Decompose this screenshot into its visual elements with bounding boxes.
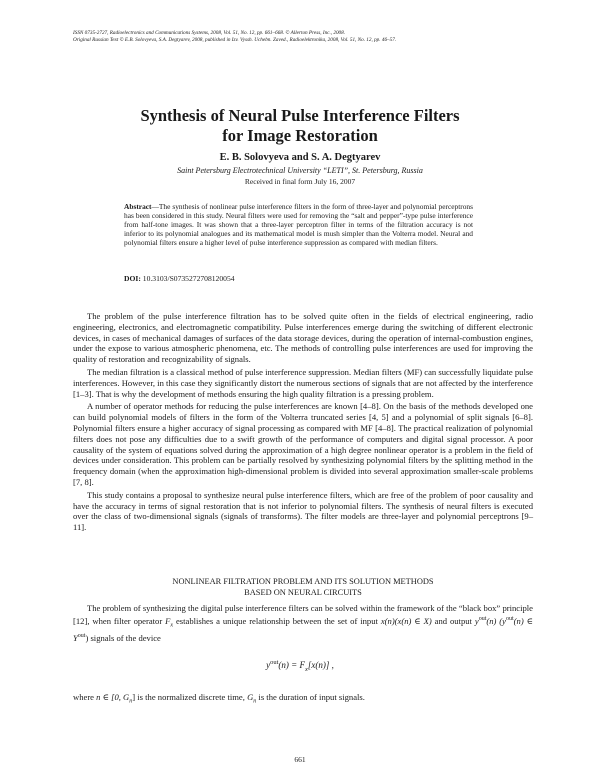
authors: E. B. Solovyeva and S. A. Degtyarev [219,152,381,163]
paragraph-2: The median filtration is a classical method of pulse interference suppression. Median filters (MF) can successfully liquidate pulse interferences. However, in this case they significantly distort the numerous sections of signals that are not affected by the interference [1–3]. That is why the development of methods ensuring the high quality filtration is a pressing problem. [73,366,533,399]
paper-title-line-2: for Image Restoration [222,126,378,145]
section-heading [73,577,533,598]
section-paragraph: The problem of synthesizing the digital pulse interference filters can be solved within the framework of the “black box” principle [12], when filter operator $F_x$ establishes a unique relationship between the set of input x(n)(x(n) ∈ X) and output $y^{out}(n)$ ($y^{out}(n)$ ∈ $Y^{out}$) signals of the device [73,603,533,644]
abstract [124,202,473,247]
paragraph-3: A number of operator methods for reducing the pulse interferences are known [4–8]. On the basis of the methods developed one can build polynomial models of filters in the form of the Volterra truncated series [4, 5] and a polynomial of split signals [6–8]. Polynomial filters ensure a higher accuracy of signal processing as compared with MF [4–8]. The practical realization of polynomial filters does not pose any difficulties due to a swift growth of the performance of computers and digital signal processor. A poor causality of the system of equations solved during the approximation of a high degree nonlinear operator is a problem in the field of devices under consideration. This problem can be partially resolved by synthesizing polynomial filters by the splitting method in the frequency domain (when the approximation high-dimensional problem is divided into several approximation smaller-scale problems [7, 8]. [73,401,533,487]
equation-1: $y^{out}(n) = F_x[x(n)]$ , [266,659,334,673]
section-body [73,603,533,646]
doi-label: DOI: [124,274,141,283]
abstract-label: Abstract [124,202,152,211]
abstract-text: —The synthesis of nonlinear pulse interference filters in the form of three-layer and polynomial perceptrons has been considered in this study. Neural filters were used for removing the “salt and pepper”-type pulse interference from half-tone images. It was shown that a three-layer perceptron filter in terms of the filtration accuracy is not inferior to its polynomial analogues and its mathematical model is mush simpler than the Volterra model. Neural and polynomial filters ensure a higher level of pulse interference suppression as compared with median filters. [124,202,473,248]
header-line-2: Original Russian Text © E.B. Solovyeva, S.A. Degtyarev, 2008, published in Izv. Vyssh. Uchebn. Zaved., Radioelektronika, 2008, Vol. 51, No. 12, pp. 46–57. [73,37,397,43]
paper-title-line-1: Synthesis of Neural Pulse Interference Filters [140,106,460,125]
affiliation: Saint Petersburg Electrotechnical University “LETI”, St. Petersburg, Russia [177,166,423,175]
header-line-1: ISSN 0735-2727, Radioelectronics and Communications Systems, 2008, Vol. 51, No. 12, pp. 661–668. © Allerton Press, Inc., 2008. [73,30,346,36]
section-heading-line-2: BASED ON NEURAL CIRCUITS [244,587,362,597]
paragraph-4: This study contains a proposal to synthesize neural pulse interference filters, which are free of the problem of poor causality and have the accuracy in terms of signal restoration that is not inferior to polynomial filters. The synthesis of neural filters is executed over the class of two-dimensional signals (signals of transforms). The filter models are three-layer and polynomial perceptrons [9–11]. [73,489,533,533]
body-text [73,311,533,535]
received-date: Received in final form July 16, 2007 [244,177,356,186]
doi-value: 10.3103/S0735272708120054 [142,274,235,283]
where-line: where n ∈ [0, $G_n$] is the normalized discrete time, $G_n$ is the duration of input signals. [73,692,365,705]
page-number: 661 [294,755,306,764]
section-heading-line-1: NONLINEAR FILTRATION PROBLEM AND ITS SOLUTION METHODS [172,577,434,586]
doi [124,274,235,283]
paragraph-1: The problem of the pulse interference filtration has to be solved quite often in the fields of electrical engineering, radio engineering, electronics, and electromagnetic compatibility. Pulse interferences emerge during the switching of different electronic devices, in cases of mechanical damages of surfaces of the data storage devices, during the operation of internal-combustion engines, under the expose to various atmospheric phenomena, etc. The methods of controlling pulse interferences are used for improving the quality of restoration and recognizability of signals. [73,311,533,365]
journal-header [73,30,533,44]
